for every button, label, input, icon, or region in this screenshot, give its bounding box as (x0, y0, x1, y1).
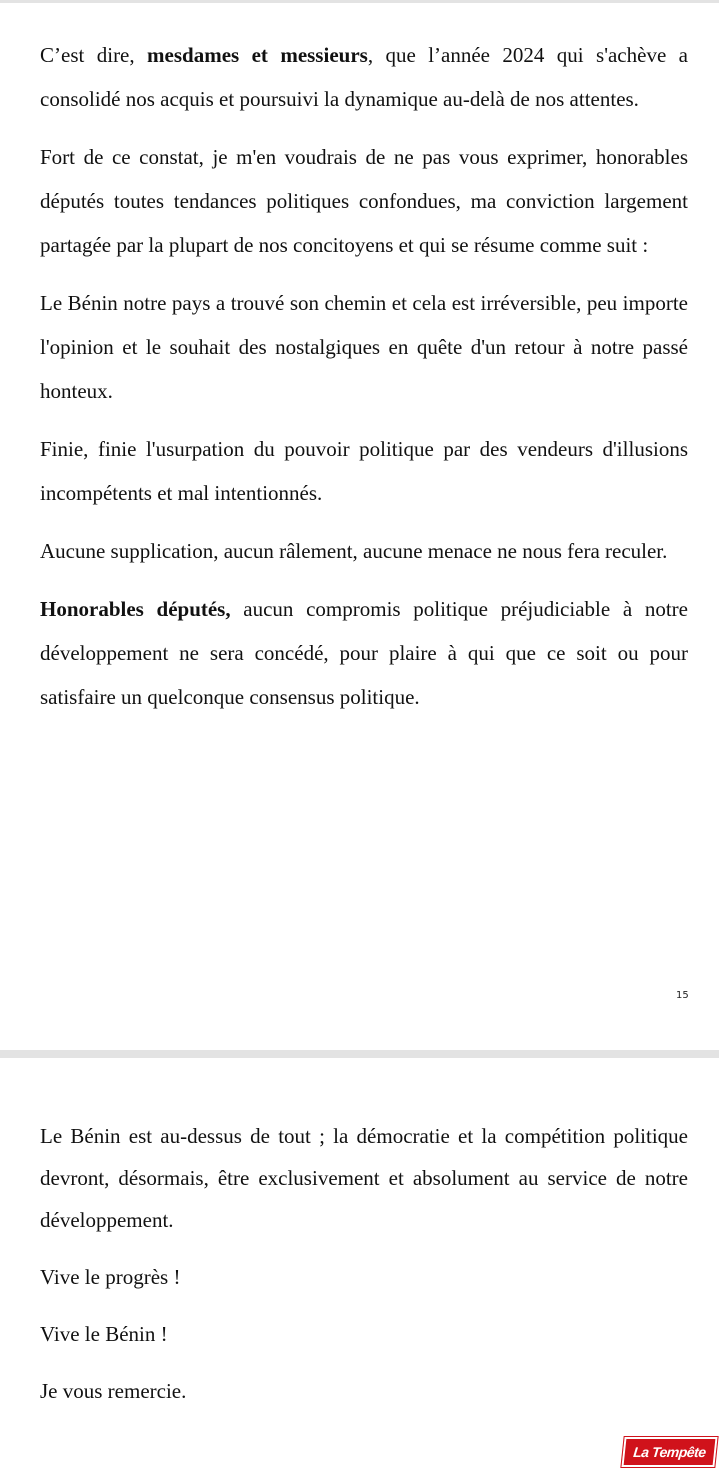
paragraph: Finie, finie l'usurpation du pouvoir politique par des vendeurs d'illusions incompétents et mal intentionnés. (40, 437, 688, 505)
document-page-15 (40, 33, 688, 733)
text: aucun compromis politique préjudiciable à notre développement ne sera concédé, pour plaire à qui que ce soit ou pour satisfaire un quelconque consensus politique. (40, 597, 689, 709)
page-number: 15 (676, 990, 689, 1001)
text: C’est dire, (40, 43, 148, 67)
viewer-top-edge (0, 0, 719, 3)
paragraph: Je vous remercie. (40, 1379, 187, 1403)
page-separator (0, 1050, 719, 1058)
paragraph: Le Bénin notre pays a trouvé son chemin et cela est irréversible, peu importe l'opinion et le souhait des nostalgiques en quête d'un retour à notre passé honteux. (40, 291, 688, 403)
bold-text: mesdames et messieurs (147, 43, 368, 67)
paragraph: Le Bénin est au-dessus de tout ; la démocratie et la compétition politique devront, désormais, être exclusivement et absolument au service de notre développement. (40, 1124, 688, 1232)
paragraph: Vive le progrès ! (40, 1265, 181, 1289)
text: , que l’année 2024 qui s'achève a consolidé nos acquis et poursuivi la dynamique au-delà de nos attentes. (40, 43, 688, 111)
bold-text: Honorables députés, (40, 597, 231, 621)
paragraph (40, 33, 688, 121)
paragraph: Fort de ce constat, je m'en voudrais de ne pas vous exprimer, honorables députés toutes tendances politiques confondues, ma conviction largement partagée par la plupart de nos concitoyens et qui se résume comme suit : (40, 145, 688, 257)
paragraph: Vive le Bénin ! (40, 1322, 168, 1346)
paragraph: Aucune supplication, aucun râlement, aucune menace ne nous fera reculer. (40, 539, 668, 563)
la-tempete-logo (621, 1437, 717, 1467)
logo-text: La Tempête (632, 1444, 707, 1460)
document-page-16 (40, 1115, 688, 1427)
paragraph (40, 587, 688, 719)
